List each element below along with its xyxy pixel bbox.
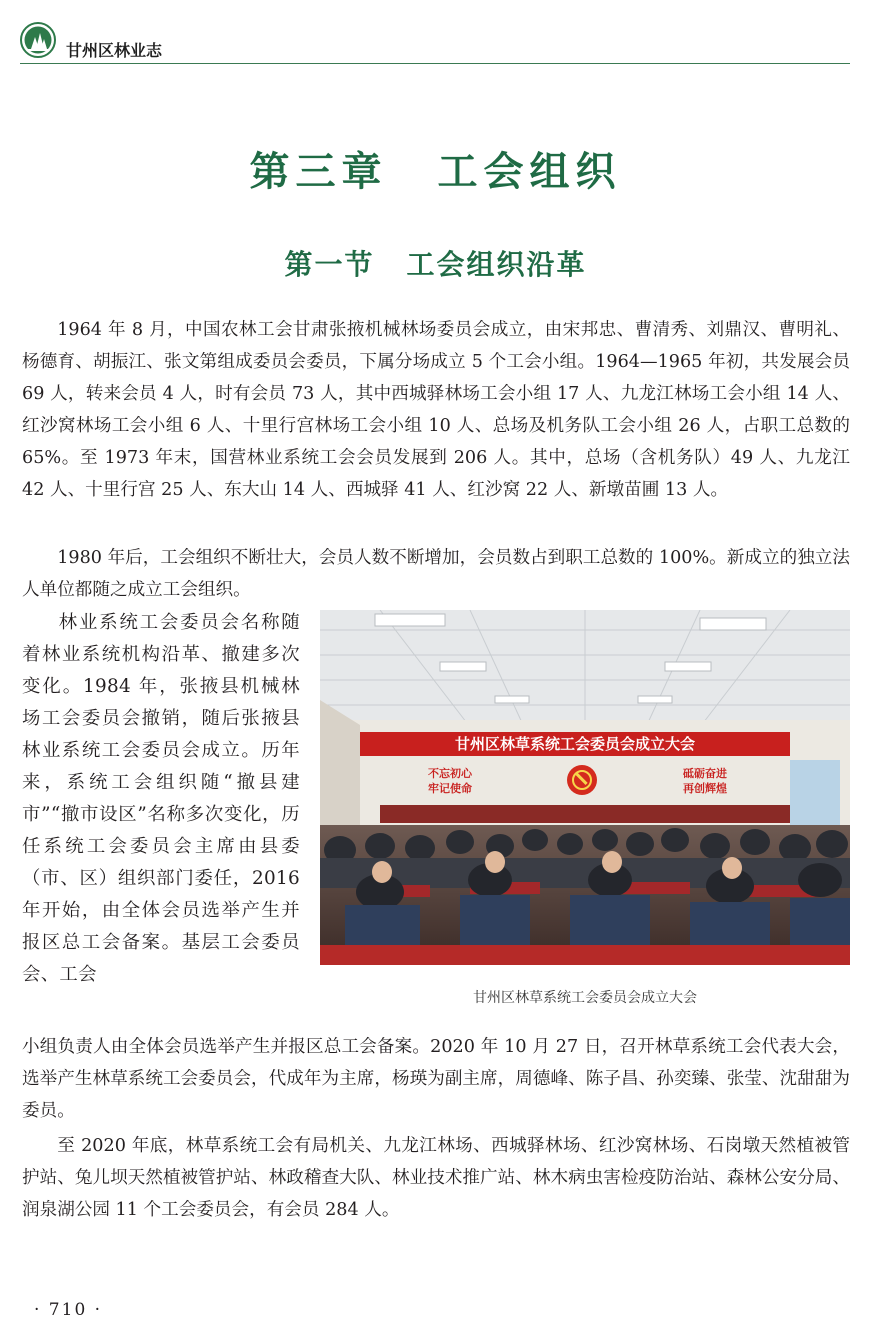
- chapter-heading: [0, 140, 871, 197]
- section-title: 工会组织沿革: [406, 248, 587, 281]
- meeting-photo: [320, 610, 850, 965]
- party-emblem-icon: [567, 765, 597, 795]
- section-heading: [0, 243, 871, 283]
- chapter-title: 工会组织: [437, 149, 622, 195]
- paragraph-1: 1964 年 8 月，中国农林工会甘肃张掖机械林场委员会成立，由宋邦忠、曹清秀、刘鼎汉、曹明礼、杨德育、胡振江、张文第组成委员会委员，下属分场成立 5 个工会小组。1964—1965 年初，共发展会员 69 人，转来会员 4 人，时有会员 73 人，其中西城驿林场工会小组 17 人、九龙江林场工会小组 14 人、红沙窝林场工会小组 6 人、十里行宫林场工会小组 10 人、总场及机务队工会小组 26 人，占职工总数的 65%。至 1973 年末，国营林业系统工会会员发展到 206 人。其中，总场（含机务队）49 人、九龙江 42 人、十里行宫 25 人、东大山 14 人、西城驿 41 人、红沙窝 22 人、新墩苗圃 13 人。: [22, 320, 850, 500]
- paragraph-2: 1980 年后，工会组织不断壮大，会员人数不断增加，会员数占到职工总数的 100%。新成立的独立法人单位都随之成立工会组织。: [22, 548, 850, 600]
- paragraph-4: 小组负责人由全体会员选举产生并报区总工会备案。2020 年 10 月 27 日，召开林草系统工会代表大会，选举产生林草系统工会委员会，代成年为主席，杨瑛为副主席，周德峰、陈子昌、孙奕臻、张莹、沈甜甜为委员。: [22, 1037, 850, 1121]
- slogan-left-2: 牢记使命: [428, 782, 472, 795]
- book-title: 甘州区林业志: [66, 41, 163, 60]
- photo-caption: 甘州区林草系统工会委员会成立大会: [473, 990, 697, 1006]
- page-number: · 710 ·: [34, 1300, 103, 1320]
- forestry-logo-icon: [20, 22, 56, 58]
- chapter-number: 第三章: [249, 149, 388, 195]
- slogan-right-2: 再创辉煌: [683, 782, 727, 795]
- slogan-right-1: 砥砺奋进: [683, 767, 727, 780]
- section-number: 第一节: [284, 248, 375, 281]
- banner-text: 甘州区林草系统工会委员会成立大会: [454, 735, 696, 753]
- paragraph-5: 至 2020 年底，林草系统工会有局机关、九龙江林场、西城驿林场、红沙窝林场、石岗墩天然植被管护站、兔儿坝天然植被管护站、林政稽查大队、林业技术推广站、林木病虫害检疫防治站、森林公安分局、润泉湖公园 11 个工会委员会，有会员 284 人。: [22, 1136, 850, 1220]
- slogan-left-1: 不忘初心: [428, 767, 472, 780]
- header-rule: [20, 63, 850, 64]
- paragraph-3: 林业系统工会委员会名称随着林业系统机构沿革、撤建多次变化。1984 年，张掖县机械林场工会委员会撤销，随后张掖县林业系统工会委员会成立。历年来，系统工会组织随“撤县建市”“撤市设区”名称多次变化，历任系统工会委员会主席由县委（市、区）组织部门委任，2016 年开始，由全体会员选举产生并报区总工会备案。基层工会委员会、工会: [22, 612, 300, 985]
- page-header: [20, 22, 850, 64]
